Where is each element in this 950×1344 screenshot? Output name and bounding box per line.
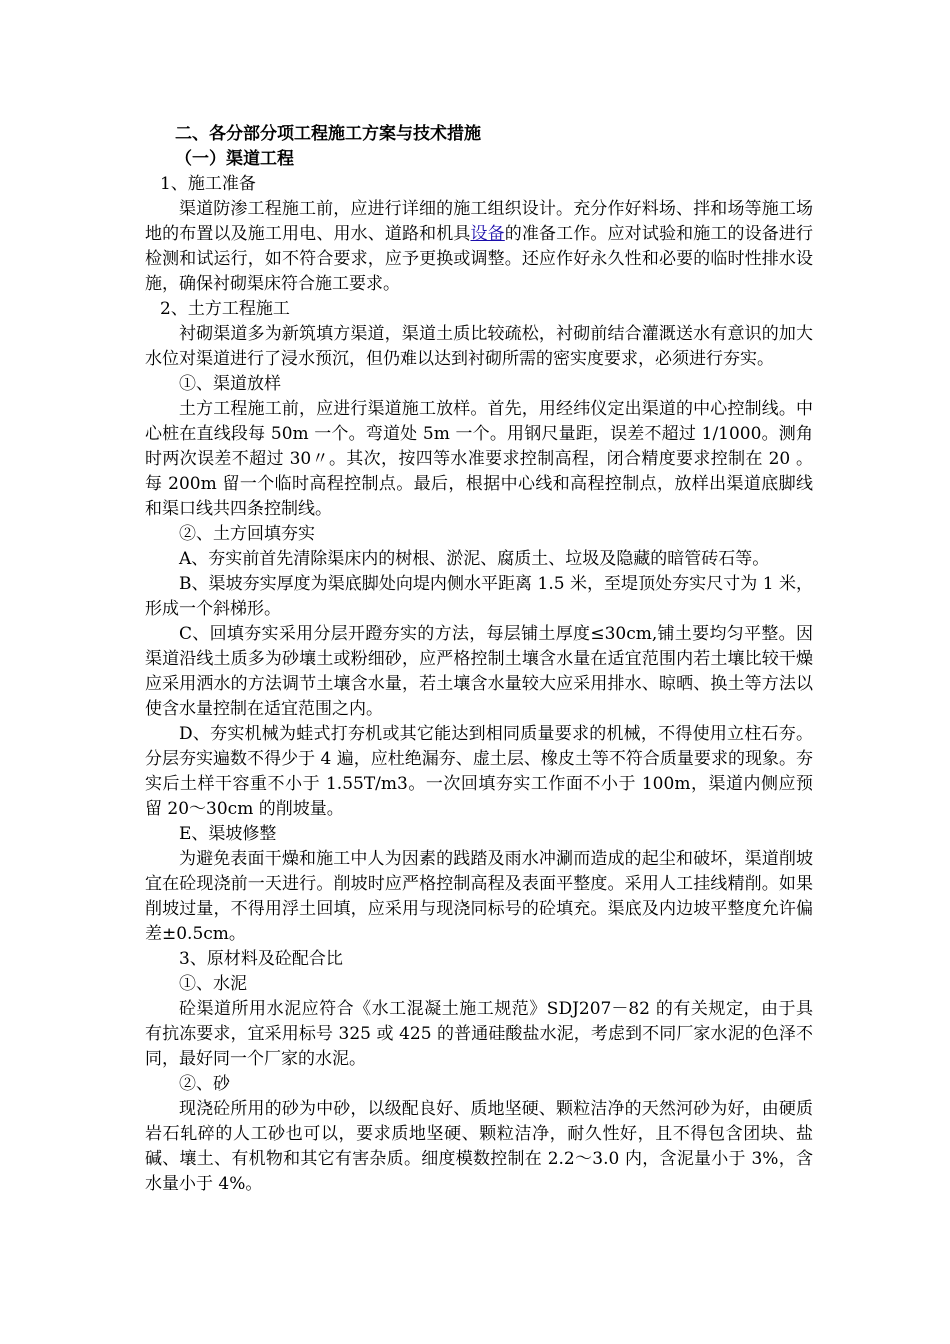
- paragraph-c: C、回填夯实采用分层开蹬夯实的方法，每层铺土厚度≤30cm,铺土要均匀平整。因渠道沿线土质多为砂壤土或粉细砂，应严格控制土壤含水量在适宜范围内若土壤比较干燥应采用洒水的方法调节土壤含水量，若土壤含水量较大应采用排水、晾晒、换土等方法以使含水量控制在适宜范围之内。: [145, 624, 813, 719]
- paragraph-earthwork: 衬砌渠道多为新筑填方渠道，渠道土质比较疏松，衬砌前结合灌溉送水有意识的加大水位对渠道进行了浸水预沉，但仍难以达到衬砌所需的密实度要求，必须进行夯实。: [145, 324, 813, 369]
- subsection-title: （一）渠道工程: [175, 149, 294, 169]
- section-title: 二、各分部分项工程施工方案与技术措施: [175, 124, 481, 144]
- heading-backfill: ②、土方回填夯实: [179, 524, 315, 544]
- heading-slope-trim: E、渠坡修整: [179, 824, 277, 844]
- paragraph-a: A、夯实前首先清除渠床内的树根、淤泥、腐质土、垃圾及隐藏的暗管砖石等。: [179, 549, 770, 569]
- paragraph-slope-trim: 为避免表面干燥和施工中人为因素的践踏及雨水冲涮而造成的起尘和破坏，渠道削坡宜在砼现浇前一天进行。削坡时应严格控制高程及表面平整度。采用人工挂线精削。如果削坡过量，不得用浮土回填，应采用与现浇同标号的砼填充。渠底及内边坡平整度允许偏差±0.5cm。: [145, 849, 813, 944]
- paragraph-sand: 现浇砼所用的砂为中砂，以级配良好、质地坚硬、颗粒洁净的天然河砂为好，由硬质岩石轧碎的人工砂也可以，要求质地坚硬、颗粒洁净，耐久性好，且不得包含团块、盐碱、壤土、有机物和其它有害杂质。细度模数控制在 2.2～3.0 内，含泥量小于 3%，含水量小于 4%。: [145, 1099, 813, 1194]
- paragraph-b: B、渠坡夯实厚度为渠底脚处向堤内侧水平距离 1.5 米，至堤顶处夯实尺寸为 1 米，形成一个斜梯形。: [145, 574, 813, 619]
- paragraph-cement: 砼渠道所用水泥应符合《水工混凝土施工规范》SDJ207－82 的有关规定，由于具有抗冻要求，宜采用标号 325 或 425 的普通硅酸盐水泥，考虑到不同厂家水泥的色泽不同，最好同一个厂家的水泥。: [145, 999, 813, 1069]
- paragraph-preparation-part1: 渠道防渗工程施工前，应进行详细的施工组织设计。充分作好料场、拌和场等施工场地的布置以及施工用电、用水、道路和机具: [145, 199, 813, 244]
- heading-materials: 3、原材料及砼配合比: [179, 949, 343, 969]
- heading-cement: ①、水泥: [179, 974, 247, 994]
- paragraph-layout: 土方工程施工前，应进行渠道施工放样。首先，用经纬仪定出渠道的中心控制线。中心桩在直线段每 50m 一个。弯道处 5m 一个。用钢尺量距，误差不超过 1/1000。测角时两次误差不超过 30〃。其次，按四等水准要求控制高程，闭合精度要求控制在 20 。每 200m 留一个临时高程控制点。最后，根据中心线和高程控制点，放样出渠道底脚线和渠口线共四条控制线。: [145, 399, 813, 519]
- heading-layout: ①、渠道放样: [179, 374, 281, 394]
- heading-sand: ②、砂: [179, 1074, 230, 1094]
- paragraph-preparation-part2: 的准备工作。应对试验和施工的设备进行检测和试运行，如不符合要求，应予更换或调整。还应作好永久性和必要的临时性排水设施，确保衬砌渠床符合施工要求。: [145, 224, 814, 294]
- heading-earthwork: 2、土方工程施工: [160, 299, 290, 319]
- equipment-link[interactable]: 设备: [470, 224, 505, 244]
- heading-preparation: 1、施工准备: [160, 174, 256, 194]
- paragraph-d: D、夯实机械为蛙式打夯机或其它能达到相同质量要求的机械，不得使用立柱石夯。分层夯实遍数不得少于 4 遍，应杜绝漏夯、虚土层、橡皮土等不符合质量要求的现象。夯实后土样干容重不小于 1.55T/m3。一次回填夯实工作面不小于 100m，渠道内侧应预留 20～30cm 的削坡量。: [145, 724, 813, 819]
- document-body: [145, 122, 813, 1197]
- paragraph-preparation: [145, 197, 813, 297]
